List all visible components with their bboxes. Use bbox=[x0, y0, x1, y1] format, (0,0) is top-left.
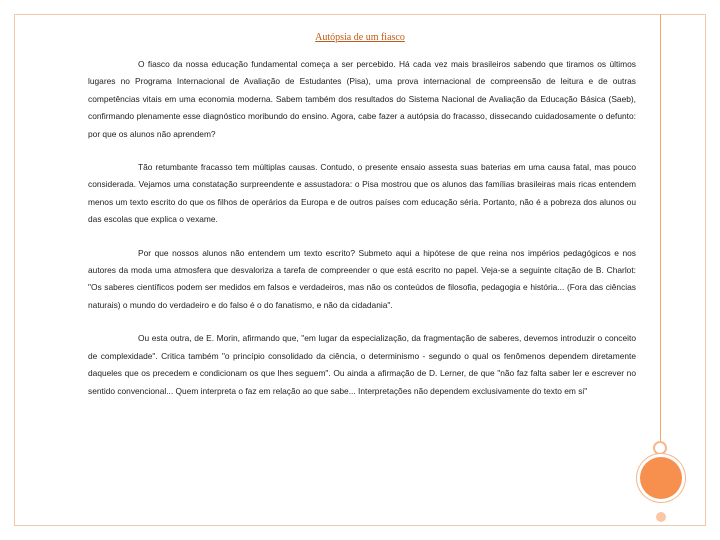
document-title: Autópsia de um fiasco bbox=[315, 32, 405, 43]
decorative-orange-circle bbox=[640, 457, 682, 499]
decorative-small-circle bbox=[653, 441, 667, 455]
decorative-bottom-circle bbox=[656, 512, 666, 522]
paragraph-3: Por que nossos alunos não entendem um texto escrito? Submeto aqui a hipótese de que reina nos impérios pedagógicos e nos autores da moda uma atmosfera que desvaloriza a tarefa de compreender o que está escrito no papel. Veja-se a seguinte citação de B. Charlot: "Os saberes científicos podem ser medidos em falsos e verdadeiros, mas não os conteúdos de filosofia, pedagogia e história... (Fora das ciências naturais) o mundo do verdadeiro e do falso é o do fanatismo, e não da cidadania". bbox=[88, 247, 636, 310]
paragraph-4: Ou esta outra, de E. Morin, afirmando que, "em lugar da especialização, da fragmentação de saberes, devemos introduzir o conceito de complexidade". Critica também "o princípio consolidado da ciência, o determinismo - segundo o qual os fenômenos dependem diretamente daqueles que os precedem e condicionam os que lhes seguem". Ou ainda a afirmação de D. Lerner, de que "não faz falta saber ler e escrever no sentido convencional... Quem interpreta o faz em relação ao que sabe... Interpretações não dependem exclusivamente do texto em si" bbox=[88, 333, 636, 396]
document-body bbox=[88, 56, 636, 416]
paragraph-2: Tão retumbante fracasso tem múltiplas causas. Contudo, o presente ensaio assesta suas baterias em uma causa fatal, mas pouco considerada. Vejamos uma constatação surpreendente e assustadora: o Pisa mostrou que os alunos das famílias brasileiras mais ricas entendem menos um texto escrito do que os filhos de operários da Europa e de outros países com educação séria. Portanto, não é a pobreza dos alunos ou das escolas que explica o vexame. bbox=[88, 162, 636, 225]
paragraph-1: O fiasco da nossa educação fundamental começa a ser percebido. Há cada vez mais brasileiros sabendo que tiramos os últimos lugares no Programa Internacional de Avaliação de Estudantes (Pisa), uma prova internacional de compreensão de leitura e de outras competências vitais em uma economia moderna. Sabem também dos resultados do Sistema Nacional de Avaliação da Educação Básica (Saeb), confirmando plenamente esse diagnóstico moribundo do ensino. Agora, cabe fazer a autópsia do fracasso, dissecando cuidadosamente o defunto: por que os alunos não aprendem? bbox=[88, 59, 636, 139]
decorative-vertical-line bbox=[660, 14, 661, 459]
